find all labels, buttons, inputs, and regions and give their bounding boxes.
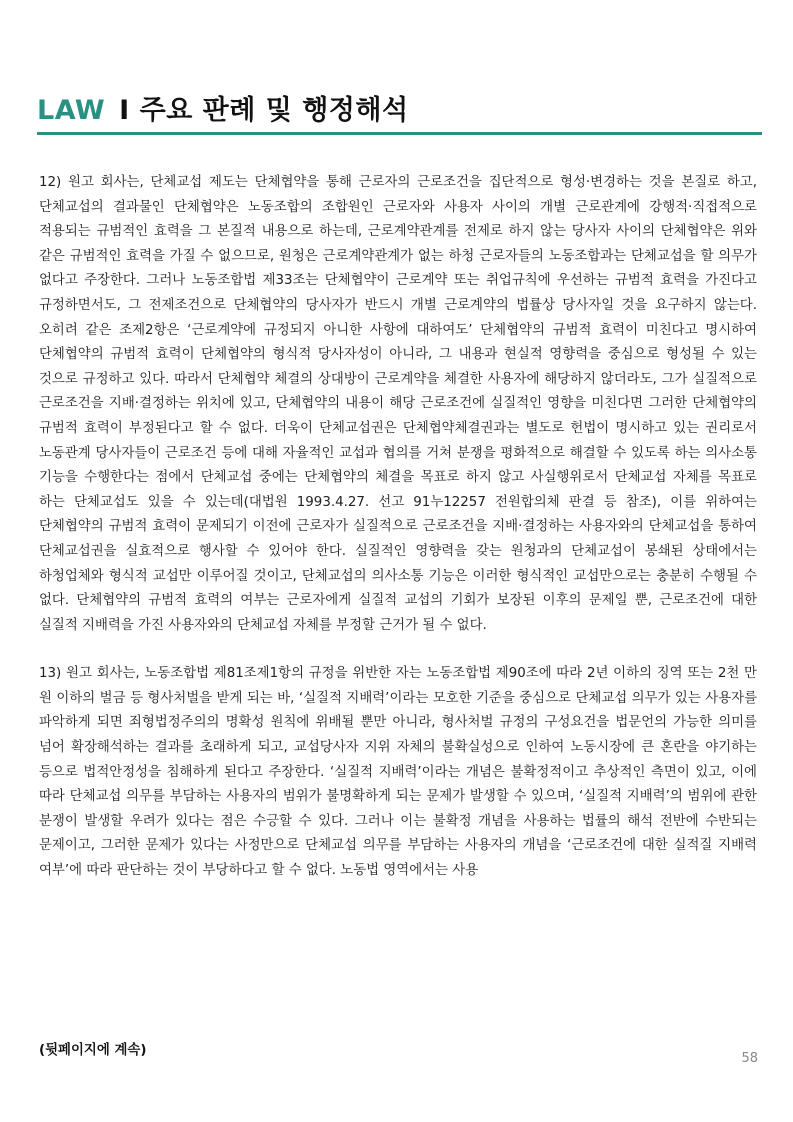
- header-divider: [37, 132, 762, 135]
- continuation-note: (뒷페이지에 계속): [39, 1043, 147, 1058]
- section-tag: LAW: [37, 95, 106, 126]
- page-header: [37, 88, 762, 136]
- paragraph-13: 13) 원고 회사는, 노동조합법 제81조제1항의 규정을 위반한 자는 노동조합법 제90조에 따라 2년 이하의 징역 또는 2천 만 원 이하의 벌금 등 형사처벌을 받게 되는 바, ‘실질적 지배력’이라는 모호한 기준을 중심으로 단체교섭 의무가 있는 사용자를 파악하게 되면 죄형법정주의의 명확성 원칙에 위배될 뿐만 아니라, 형사처벌 규정의 구성요건을 법문언의 가능한 의미를 넘어 확장해석하는 결과를 초래하게 되고, 교섭당사자 지위 자체의 불확실성으로 인하여 노동시장에 큰 혼란을 야기하는 등으로 법적안정성을 침해하게 된다고 주장한다. ‘실질적 지배력’이라는 개념은 불확정적이고 추상적인 측면이 있고, 이에 따라 단체교섭 의무를 부담하는 사용자의 범위가 불명확하게 되는 문제가 발생할 수 있으며, ‘실질적 지배력’의 범위에 관한 분쟁이 발생할 우려가 있다는 점은 수긍할 수 있다. 그러나 이는 불확정 개념을 사용하는 법률의 해석 전반에 수반되는 문제이고, 그러한 문제가 있다는 사정만으로 단체교섭 의무를 부담하는 사용자의 개념을 ‘근로조건에 대한 실적질 지배력 여부’에 따라 판단하는 것이 부당하다고 할 수 없다. 노동법 영역에서는 사용: [39, 666, 757, 879]
- paragraph-12: 12) 원고 회사는, 단체교섭 제도는 단체협약을 통해 근로자의 근로조건을 집단적으로 형성·변경하는 것을 본질로 하고, 단체교섭의 결과물인 단체협약은 노동조합의 조합원인 근로자와 사용자 사이의 개별 근로관계에 강행적·직접적으로 적용되는 규범적인 효력을 그 본질적 내용으로 하는데, 근로계약관계를 전제로 하지 않는 당사자 사이의 단체협약은 위와 같은 규범적인 효력을 가질 수 없으므로, 원청은 근로계약관계가 없는 하청 근로자들의 노동조합과는 단체교섭을 할 의무가 없다고 주장한다. 그러나 노동조합법 제33조는 단체협약이 근로계약 또는 취업규칙에 우선하는 규범적 효력을 가진다고 규정하면서도, 그 전제조건으로 단체협약의 당사자가 반드시 개별 근로계약의 법률상 당사자일 것을 요구하지 않는다. 오히려 같은 조제2항은 ‘근로계약에 규정되지 아니한 사항에 대하여도’ 단체협약의 규범적 효력이 미친다고 명시하여 단체협약의 규범적 효력이 단체협약의 형식적 당사자성이 아니라, 그 내용과 현실적 영향력을 중심으로 형성될 수 있는 것으로 규정하고 있다. 따라서 단체협약 체결의 상대방이 근로계약을 체결한 사용자에 해당하지 않더라도, 그가 실질적으로 근로조건을 지배·결정하는 위치에 있고, 단체협약의 내용이 해당 근로조건에 실질적인 영향을 미친다면 그러한 단체협약의 규범적 효력이 부정된다고 할 수 없다. 더욱이 단체교섭권은 단체협약체결권과는 별도로 헌법이 명시하고 있는 권리로서 노동관계 당사자들이 근로조건 등에 대해 자율적인 교섭과 협의를 거쳐 분쟁을 평화적으로 해결할 수 있도록 하는 의사소통 기능을 수행한다는 점에서 단체교섭 중에는 단체협약의 체결을 목표로 하지 않고 사실행위로서 단체교섭 자체를 목표로 하는 단체교섭도 있을 수 있는데(대법원 1993.4.27. 선고 91누12257 전원합의체 판결 등 참조), 이를 위하여는 단체협약의 규범적 효력이 문제되기 이전에 근로자가 실질적으로 근로조건을 지배·결정하는 사용자와의 단체교섭을 통하여 단체교섭권을 실효적으로 행사할 수 있어야 한다. 실질적인 영향력을 갖는 원청과의 단체교섭이 봉쇄된 상태에서는 하청업체와 형식적 교섭만 이루어질 것이고, 단체교섭의 의사소통 기능은 이러한 형식적인 교섭만으로는 충분히 수행될 수 없다. 단체협약의 규범적 효력의 여부는 근로자에게 실질적 교섭의 기회가 보장된 이후의 문제일 뿐, 근로조건에 대한 실질적 지배력을 가진 사용자와의 단체교섭 자체를 부정할 근거가 될 수 없다.: [39, 175, 757, 633]
- page-number: 58: [741, 1051, 758, 1066]
- section-heading: I 주요 판례 및 행정해석: [119, 95, 409, 126]
- section-title: [37, 88, 409, 127]
- body-content: [39, 171, 757, 884]
